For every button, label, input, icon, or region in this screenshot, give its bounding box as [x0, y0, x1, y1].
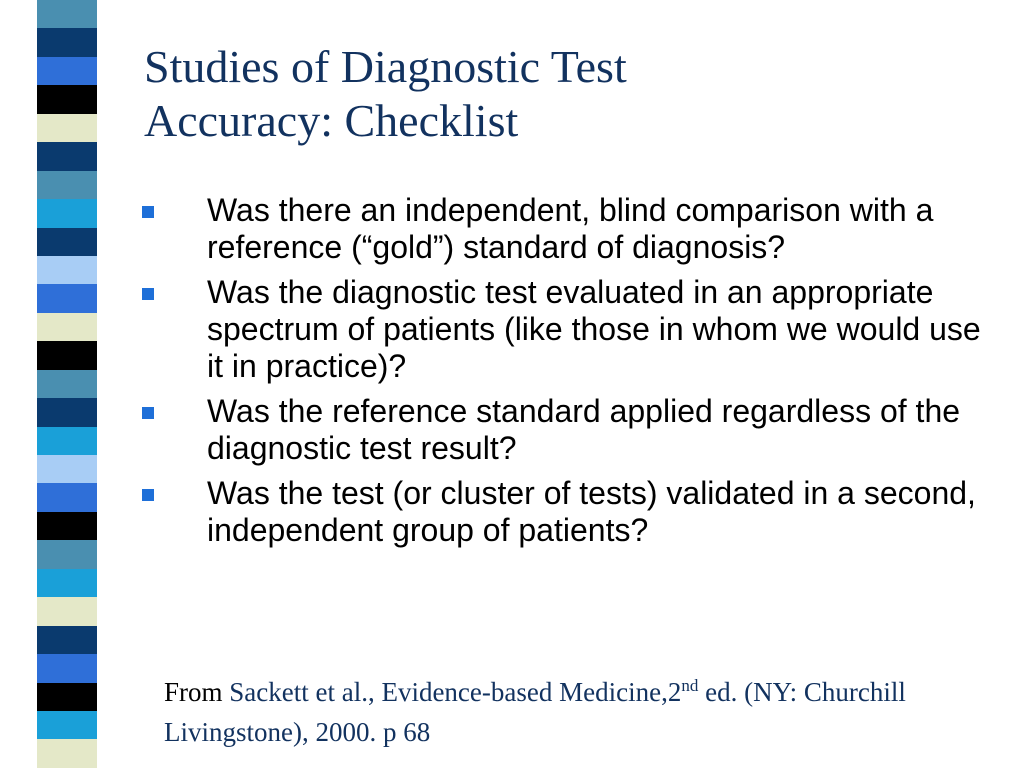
checklist-item: [142, 192, 1002, 266]
checklist-item-text: Was the test (or cluster of tests) validated in a second, independent group of patients?: [207, 475, 976, 548]
citation-source-text: Sackett et al., Evidence-based Medicine,2: [229, 677, 682, 707]
stripe-segment: [37, 654, 97, 682]
citation-superscript: nd: [681, 676, 699, 695]
checklist: [142, 192, 1002, 557]
stripe-segment: [37, 540, 97, 568]
stripe-segment: [37, 171, 97, 199]
checklist-item-text: Was there an independent, blind comparison with a reference (“gold”) standard of diagnosis?: [207, 192, 934, 265]
stripe-segment: [37, 114, 97, 142]
checklist-item-text: Was the diagnostic test evaluated in an appropriate spectrum of patients (like those in whom we would use it in practice)?: [207, 274, 981, 384]
checklist-item: [142, 393, 1002, 467]
square-bullet-icon: [142, 489, 154, 501]
stripe-segment: [37, 284, 97, 312]
stripe-segment: [37, 711, 97, 739]
citation: [164, 672, 994, 752]
stripe-segment: [37, 569, 97, 597]
stripe-segment: [37, 256, 97, 284]
stripe-segment: [37, 483, 97, 511]
citation-prefix: From: [164, 677, 230, 707]
stripe-segment: [37, 341, 97, 369]
stripe-segment: [37, 683, 97, 711]
title-line-2: Accuracy: Checklist: [144, 95, 519, 146]
citation-rest: ed. (NY: Churchill Livingstone), 2000. p 68: [164, 677, 906, 747]
stripe-segment: [37, 427, 97, 455]
stripe-segment: [37, 739, 97, 767]
stripe-segment: [37, 597, 97, 625]
stripe-segment: [37, 0, 97, 28]
stripe-segment: [37, 398, 97, 426]
square-bullet-icon: [142, 206, 154, 218]
stripe-segment: [37, 313, 97, 341]
slide-title: [144, 40, 964, 148]
citation-source: [164, 677, 906, 747]
square-bullet-icon: [142, 407, 154, 419]
stripe-segment: [37, 57, 97, 85]
stripe-segment: [37, 626, 97, 654]
stripe-segment: [37, 199, 97, 227]
square-bullet-icon: [142, 288, 154, 300]
stripe-segment: [37, 142, 97, 170]
stripe-segment: [37, 512, 97, 540]
stripe-segment: [37, 228, 97, 256]
stripe-segment: [37, 28, 97, 56]
checklist-item-text: Was the reference standard applied regardless of the diagnostic test result?: [207, 393, 961, 466]
stripe-segment: [37, 85, 97, 113]
checklist-item: [142, 274, 1002, 385]
title-line-1: Studies of Diagnostic Test: [144, 41, 627, 92]
stripe-segment: [37, 455, 97, 483]
stripe-segment: [37, 370, 97, 398]
decorative-stripe-bar: [37, 0, 97, 768]
checklist-item: [142, 475, 1002, 549]
